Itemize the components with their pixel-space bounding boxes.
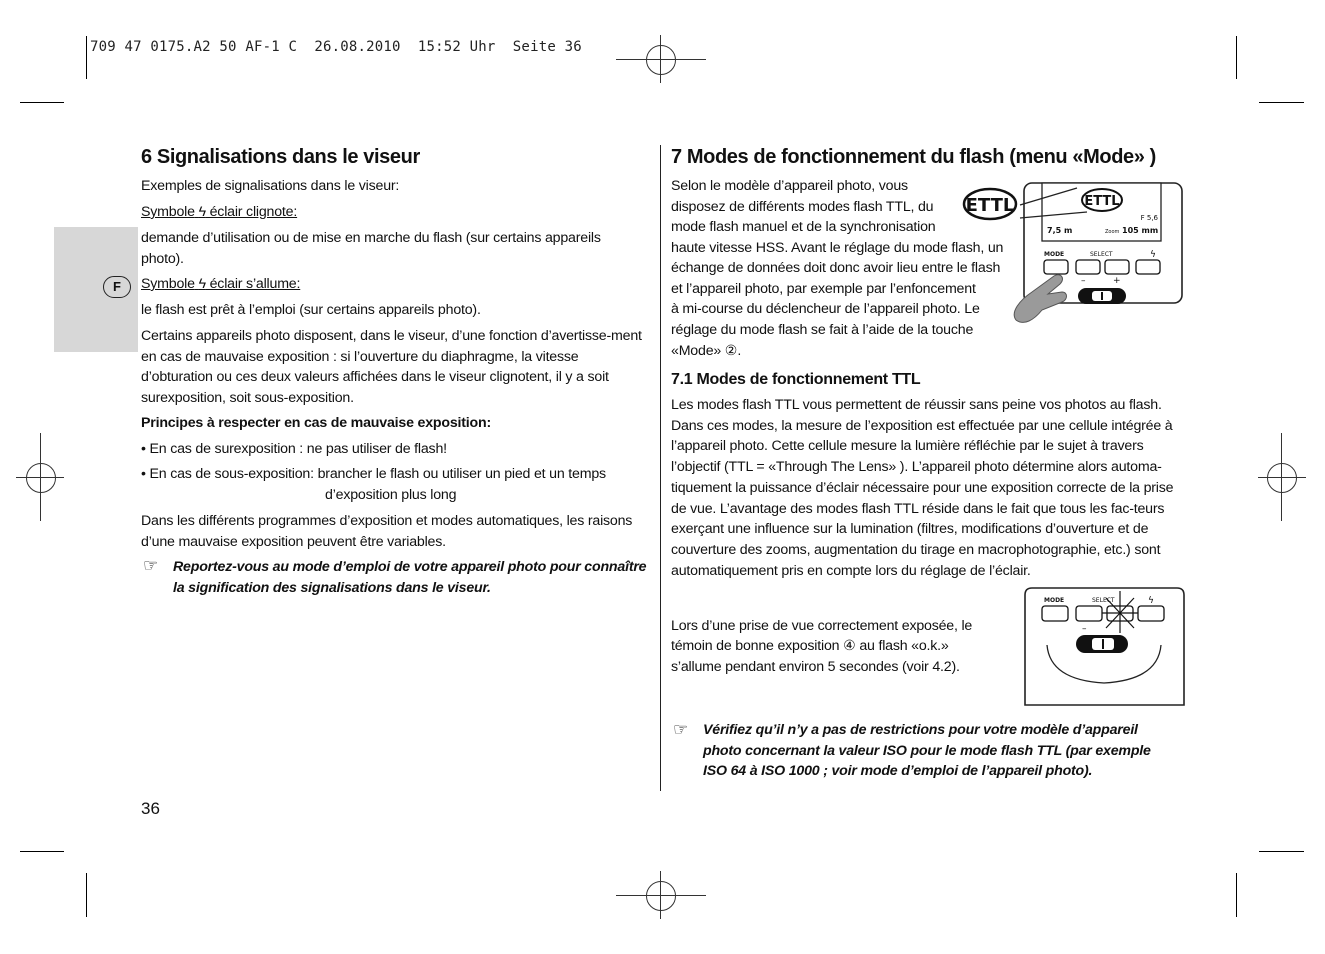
- plus-label: +: [1113, 276, 1121, 286]
- zoom-readout: 105 mm: [1122, 226, 1159, 235]
- intro-line-8: réglage du mode flash se fait à l’aide de la touche: [671, 322, 974, 338]
- minus-label: –: [1081, 276, 1086, 286]
- right-note: Vérifiez qu’il n’y a pas de restrictions pour votre modèle d’appareil photo concernant la valeur ISO pour le mode flash TTL (par exemple ISO 64 à ISO 1000 ; voir mode d’emploi de l’appareil photo).: [703, 722, 1151, 780]
- flash-button: [1138, 606, 1164, 621]
- intro-line-3: mode flash manuel et de la synchronisation: [671, 219, 936, 235]
- section-7-title: 7 Modes de fonctionnement du flash (menu «Mode» ): [671, 146, 1156, 168]
- bullet-underexposure: • En cas de sous-exposition: brancher le flash ou utiliser un pied et un temps: [141, 466, 606, 482]
- crop-mark: [20, 851, 64, 852]
- ok-line-3: s’allume pendant environ 5 secondes (voir 4.2).: [671, 659, 960, 675]
- select-label: SELECT: [1090, 251, 1113, 258]
- select-minus-button: [1076, 606, 1102, 621]
- mode-label: MODE: [1044, 251, 1065, 258]
- language-badge: F: [103, 276, 131, 298]
- intro-text: Exemples de signalisations dans le viseur:: [141, 178, 400, 194]
- minus-label: –: [1082, 624, 1087, 634]
- crop-mark: [1236, 36, 1237, 79]
- intro-line-2: disposez de différents modes flash TTL, du: [671, 199, 934, 215]
- page-number: 36: [141, 799, 160, 818]
- ok-line-2: témoin de bonne exposition ④ au flash «o.k.»: [671, 638, 949, 654]
- ettl-badge: ETTL: [965, 195, 1015, 216]
- lightning-bolt-icon: ϟ: [198, 276, 206, 292]
- mode-label: MODE: [1044, 597, 1065, 604]
- intro-line-9: «Mode» ②.: [671, 343, 742, 359]
- select-plus-button: [1105, 260, 1129, 274]
- pointing-hand-icon: ☞: [143, 556, 159, 575]
- column-divider: [660, 145, 661, 791]
- intro-line-1: Selon le modèle d’appareil photo, vous: [671, 178, 908, 194]
- bullet-overexposure: • En cas de surexposition : ne pas utiliser de flash!: [141, 441, 447, 457]
- select-label: SELECT: [1092, 597, 1115, 604]
- crop-mark: [86, 873, 87, 917]
- select-minus-button: [1076, 260, 1100, 274]
- crop-mark: [86, 36, 87, 79]
- programs-paragraph: Dans les différents programmes d’exposition et modes automatiques, les raisons d’une mauvaise exposition peuvent être variables.: [141, 513, 633, 550]
- zoom-label: Zoom: [1105, 229, 1120, 235]
- warning-paragraph: Certains appareils photo disposent, dans le viseur, d’une fonction d’avertisse-ment en cas de mauvaise exposition : si l’ouverture du diaphragme, la vitesse d’obturation ou ces deux valeurs affichées dans le viseur clignotent, il y a soit surexposition, soit sous-exposition.: [141, 328, 642, 407]
- ttl-paragraph: Les modes flash TTL vous permettent de réussir sans peine vos photos au flash. Dans ces modes, la mesure de l’exposition est effectuée par une cellule intégrée à l’appareil photo. Cette cellule mesure la lumière réfléchie par le sujet à travers l’objectif (TTL = «Through The Lens» ). L’appareil photo détermine alors automa-tiquement la puissance d’éclair nécessaire pour une exposition correcte de la prise de vue. L’avantage des modes flash TTL réside dans le fait que tous les fac-teurs exerçant une influence sur la lumination (filtres, modifications d’ouverture et de couverture des zooms, augmentation du tirage en macrophotographie, etc.) sont automatiquement pris en compte lors du réglage de l’éclair.: [671, 397, 1174, 579]
- symbol-2-heading: Symbole ϟ éclair s’allume:: [141, 276, 301, 292]
- crop-mark: [1259, 102, 1304, 103]
- ettl-display-badge: ETTL: [1084, 194, 1120, 209]
- mode-button: [1042, 606, 1068, 621]
- intro-line-5: échange de données doit donc avoir lieu entre le flash: [671, 260, 1001, 276]
- lightning-bolt-icon: ϟ: [1148, 596, 1154, 606]
- flash-panel-illustration: [962, 180, 1187, 330]
- flash-button: [1136, 260, 1160, 274]
- crop-mark: [1236, 873, 1237, 917]
- aperture-readout: F 5,6: [1140, 214, 1158, 222]
- bullet-underexposure-cont: d’exposition plus long: [325, 487, 457, 503]
- ok-line-1: Lors d’une prise de vue correctement exposée, le: [671, 618, 973, 634]
- section-6-title: 6 Signalisations dans le viseur: [141, 146, 420, 168]
- left-note: Reportez-vous au mode d’emploi de votre appareil photo pour connaître la signification des signalisations dans le viseur.: [173, 559, 647, 596]
- mode-button: [1044, 260, 1068, 274]
- crop-mark: [20, 102, 64, 103]
- lightning-bolt-icon: ϟ: [198, 204, 206, 220]
- pointing-hand-icon: ☞: [673, 720, 689, 739]
- lightning-bolt-icon: ϟ: [1150, 250, 1156, 260]
- intro-line-7: à mi-course du déclencheur de l’appareil photo. Le: [671, 301, 980, 317]
- ttl-subtitle: 7.1 Modes de fonctionnement TTL: [671, 371, 921, 388]
- distance-readout: 7,5 m: [1047, 226, 1073, 235]
- symbol-1-text: demande d’utilisation ou de mise en marche du flash (sur certains appareils photo).: [141, 230, 601, 267]
- symbol-2-text: le flash est prêt à l’emploi (sur certains appareils photo).: [141, 302, 481, 318]
- intro-line-4: haute vitesse HSS. Avant le réglage du mode flash, un: [671, 240, 1004, 256]
- principles-title: Principes à respecter en cas de mauvaise exposition:: [141, 415, 491, 431]
- intro-line-6: et l’appareil photo, par exemple par l’enfoncement: [671, 281, 976, 297]
- crop-mark: [1259, 851, 1304, 852]
- symbol-1-heading: Symbole ϟ éclair clignote:: [141, 204, 298, 220]
- print-header: 709 47 0175.A2 50 AF-1 C 26.08.2010 15:52 Uhr Seite 36: [90, 39, 582, 55]
- ok-indicator-illustration: [1022, 585, 1187, 710]
